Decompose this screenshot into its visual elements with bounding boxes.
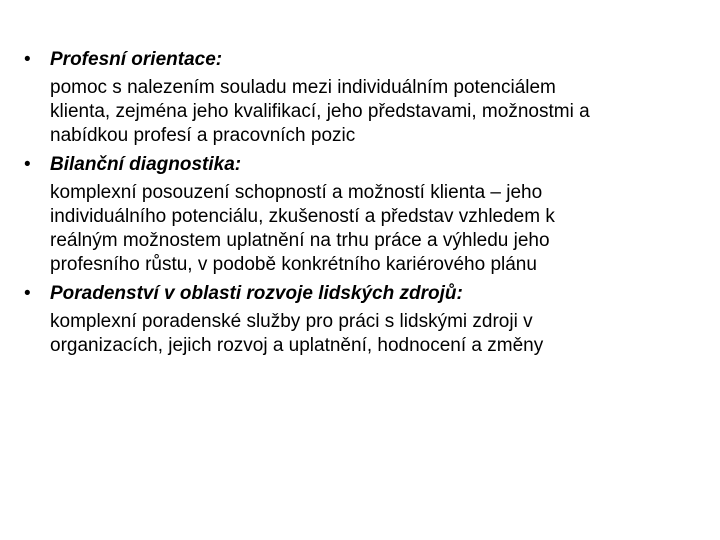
description-line: profesního růstu, v podobě konkrétního kariérového plánu xyxy=(50,254,537,275)
item-description xyxy=(50,76,704,148)
description-line: individuálního potenciálu, zkušeností a představ vzhledem k xyxy=(50,206,555,227)
item-title: Poradenství v oblasti rozvoje lidských zdrojů: xyxy=(50,283,463,304)
item-description xyxy=(50,181,704,277)
bullet-list xyxy=(24,46,704,361)
bullet-icon: • xyxy=(24,283,31,304)
bullet-icon: • xyxy=(24,49,31,70)
item-description xyxy=(50,310,704,358)
list-item-profesni-orientace xyxy=(24,46,704,148)
description-line: komplexní posouzení schopností a možností klienta – jeho xyxy=(50,182,543,203)
description-line: organizacích, jejich rozvoj a uplatnění, hodnocení a změny xyxy=(50,335,544,356)
description-line: klienta, zejména jeho kvalifikací, jeho představami, možnostmi a xyxy=(50,101,590,122)
description-line: komplexní poradenské služby pro práci s lidskými zdroji v xyxy=(50,311,533,332)
list-item-poradenstvi xyxy=(24,280,704,358)
description-line: nabídkou profesí a pracovních pozic xyxy=(50,125,356,146)
bullet-icon: • xyxy=(24,154,31,175)
list-item-bilancni-diagnostika xyxy=(24,151,704,277)
item-title: Profesní orientace: xyxy=(50,49,223,70)
description-line: pomoc s nalezením souladu mezi individuálním potenciálem xyxy=(50,77,556,98)
item-title: Bilanční diagnostika: xyxy=(50,154,242,175)
description-line: reálným možnostem uplatnění na trhu práce a výhledu jeho xyxy=(50,230,550,251)
